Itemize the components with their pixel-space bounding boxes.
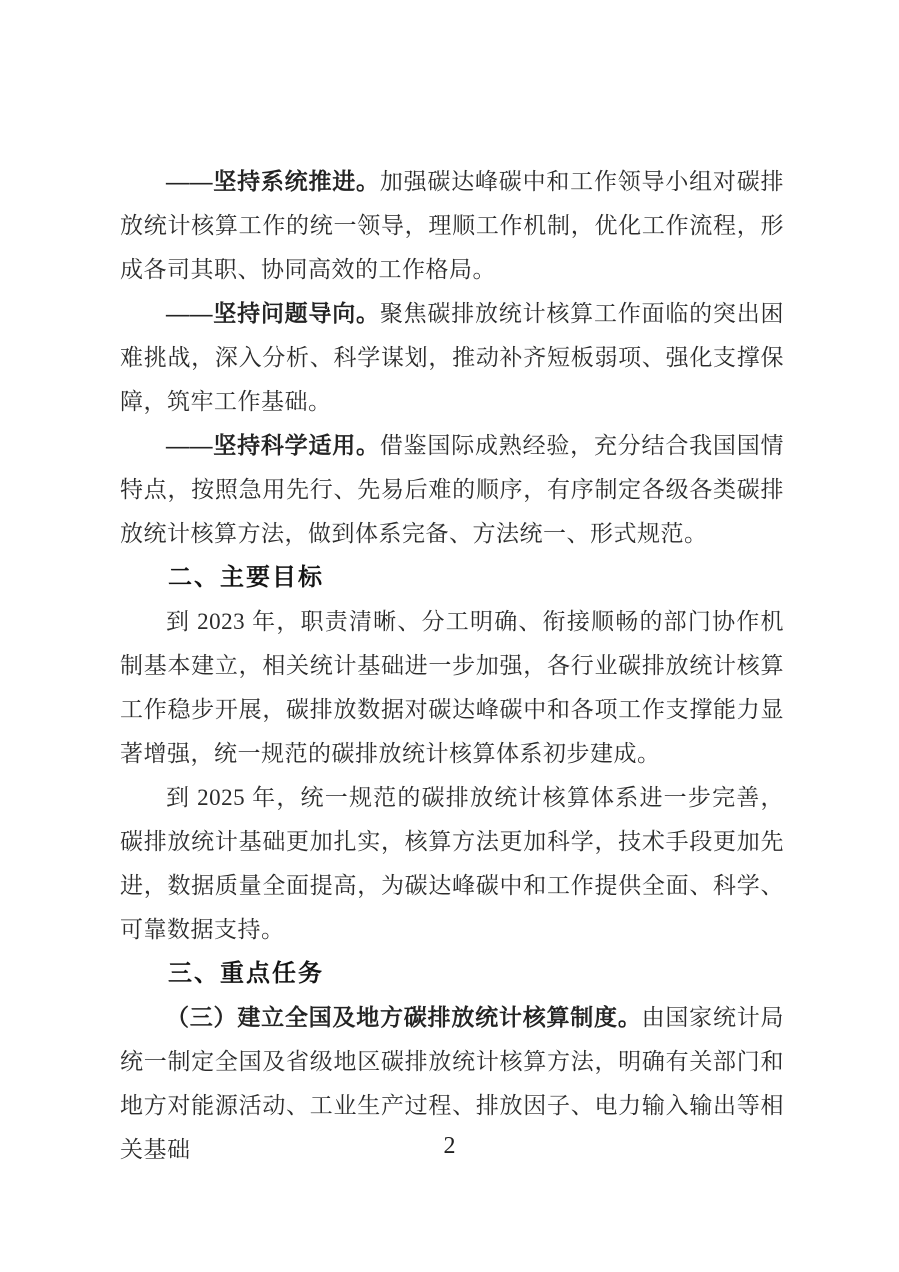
- section-heading-goals: 二、主要目标: [168, 564, 324, 591]
- principle-paragraph: [120, 424, 784, 556]
- principle-lead: ——坚持问题导向。: [166, 301, 380, 326]
- task-text: 由国家统计局统一制定全国及省级地区碳排放统计核算方法，明确有关部门和地方对能源活动、工业生产过程、排放因子、电力输入输出等相关基础: [120, 1005, 785, 1162]
- principle-text: 聚焦碳排放统计核算工作面临的突出困难挑战，深入分析、科学谋划，推动补齐短板弱项、强化支撑保障，筑牢工作基础。: [120, 301, 785, 414]
- principle-paragraph: [120, 292, 784, 424]
- principle-text: 加强碳达峰碳中和工作领导小组对碳排放统计核算工作的统一领导，理顺工作机制，优化工作流程，形成各司其职、协同高效的工作格局。: [120, 169, 785, 282]
- goal-paragraph-2023: [120, 600, 784, 776]
- principle-lead: ——坚持科学适用。: [166, 433, 380, 458]
- document-body: [120, 160, 784, 1172]
- task-lead: （三）建立全国及地方碳排放统计核算制度。: [166, 1005, 642, 1030]
- goal-text: 到 2025 年，统一规范的碳排放统计核算体系进一步完善，碳排放统计基础更加扎实，核算方法更加科学，技术手段更加先进，数据质量全面提高，为碳达峰碳中和工作提供全面、科学、可靠数据支持。: [120, 785, 784, 942]
- principle-paragraph: [120, 160, 784, 292]
- page-footer: [0, 1128, 899, 1164]
- section-heading-tasks: 三、重点任务: [168, 960, 324, 987]
- goal-paragraph-2025: [120, 776, 784, 952]
- principle-text: 借鉴国际成熟经验，充分结合我国国情特点，按照急用先行、先易后难的顺序，有序制定各级各类碳排放统计核算方法，做到体系完备、方法统一、形式规范。: [120, 433, 785, 546]
- principle-lead: ——坚持系统推进。: [166, 169, 380, 194]
- page-number: 2: [443, 1133, 456, 1159]
- goal-text: 到 2023 年，职责清晰、分工明确、衔接顺畅的部门协作机制基本建立，相关统计基础进一步加强，各行业碳排放统计核算工作稳步开展，碳排放数据对碳达峰碳中和各项工作支撑能力显著增强，统一规范的碳排放统计核算体系初步建成。: [120, 609, 784, 766]
